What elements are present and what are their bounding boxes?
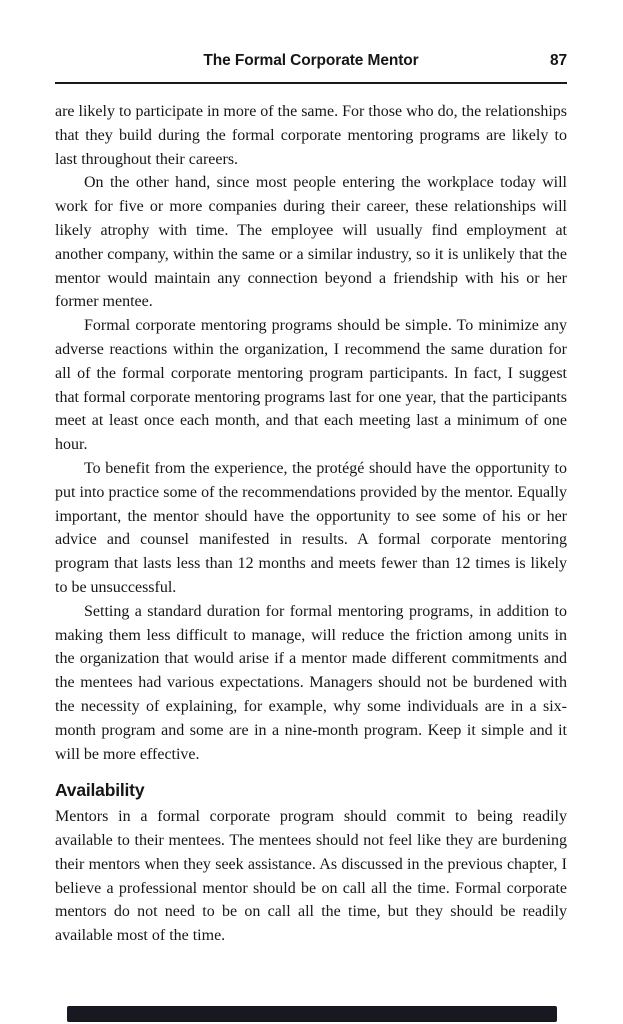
paragraph-5: Setting a standard duration for formal mentoring programs, in addition to making them less difficult to manage, will reduce the friction among units in the organization that would arise if a mentor made different commitments and the mentees had various expectations. Managers should not be burdened with the necessity of explaining, for example, why some individuals are in a six-month program and some are in a nine-month program. Keep it simple and it will be more effective. bbox=[55, 602, 567, 763]
paragraph-2: On the other hand, since most people entering the workplace today will work for five or more companies during their career, these relationships will likely atrophy with time. The employee will usually find employment at another company, within the same or a similar industry, so it is unlikely that the mentor would maintain any connection beyond a friendship with his or her former mentee. bbox=[55, 174, 567, 311]
running-header bbox=[55, 52, 567, 76]
page-content bbox=[55, 52, 567, 948]
paragraph-3: Formal corporate mentoring programs should be simple. To minimize any adverse reactions within the organization, I recommend the same duration for all of the formal corporate mentoring program participants. In fact, I suggest that formal corporate mentoring programs last for one year, that the participants meet at least once each month, and that each meeting last a minimum of one hour. bbox=[55, 317, 567, 454]
running-header-title: The Formal Corporate Mentor bbox=[203, 52, 419, 69]
header-rule bbox=[55, 82, 567, 84]
page-number: 87 bbox=[549, 52, 567, 69]
page-bottom-scan-bar bbox=[67, 1006, 557, 1022]
section-heading-availability: Availability bbox=[55, 780, 145, 801]
paragraph-1: are likely to participate in more of the same. For those who do, the relationships that they build during the formal corporate mentoring programs are likely to last throughout their careers. bbox=[55, 103, 567, 168]
paragraph-6: Mentors in a formal corporate program should commit to being readily available to their mentees. The mentees should not feel like they are burdening their mentors when they seek assistance. As discussed in the previous chapter, I believe a professional mentor should be on call all the time. Formal corporate mentors do not need to be on call all the time, but they should be readily available most of the time. bbox=[55, 808, 567, 945]
body-text bbox=[55, 100, 567, 948]
paragraph-4: To benefit from the experience, the protégé should have the opportunity to put into practice some of the recommendations provided by the mentor. Equally important, the mentor should have the opportunity to see some of his or her advice and counsel manifested in results. A formal corporate mentoring program that lasts less than 12 months and meets fewer than 12 times is likely to be unsuccessful. bbox=[55, 459, 567, 596]
